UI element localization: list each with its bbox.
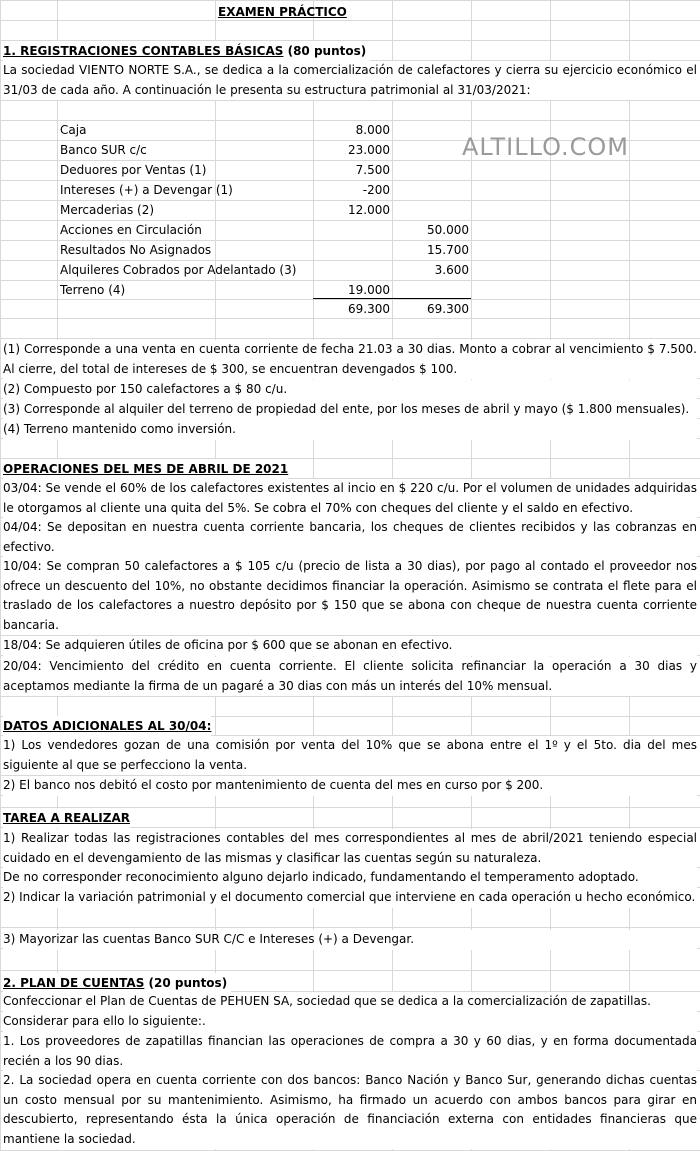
balance-label: Banco SUR c/c <box>60 143 147 157</box>
balance-label: Resultados No Asignados <box>60 243 212 257</box>
section2-item: 2. La sociedad opera en cuenta corriente con dos bancos: Banco Nación y Banco Sur, generando dichas cuentas un costo mensual por su mantenimiento. Asimismo, ha firmado un acuerdo con ambos bancos para girar en descubierto, representando ésta la única operación de financiación externa con entidades financieras que mantiene la sociedad. <box>3 1071 697 1149</box>
grid-row <box>0 338 700 339</box>
balance-label: Caja <box>60 123 87 137</box>
balance-value: 8.000 <box>355 123 390 137</box>
note: (3) Corresponde al alquiler del terreno de propiedad del ente, por los meses de abril y mayo ($ 1.800 mensuales). <box>3 400 697 420</box>
operation-item: 20/04: Vencimiento del crédito en cuenta corriente. El cliente solicita refinanciar la operación a 30 dias y aceptamos mediante la firma de un pagaré a 30 dias con más un interés del 10% mensual. <box>3 657 697 696</box>
balance-value: 12.000 <box>348 203 390 217</box>
grid-row <box>0 20 700 21</box>
exam-title: EXAMEN PRÁCTICO <box>218 5 347 19</box>
note: (1) Corresponde a una venta en cuenta corriente de fecha 21.03 a 30 dias. Monto a cobrar al vencimiento $ 7.500. Al cierre, del total de intereses de $ 300, se encuentran devengados $ 100. <box>3 340 697 379</box>
task-item: 3) Mayorizar las cuentas Banco SUR C/C e Intereses (+) a Devengar. <box>3 930 697 950</box>
operations-heading: OPERACIONES DEL MES DE ABRIL DE 2021 <box>3 459 288 479</box>
section1-header <box>3 41 370 61</box>
balance-label: Mercaderias (2) <box>60 203 155 217</box>
operation-item: 03/04: Se vende el 60% de los calefactores existentes al incio en $ 220 c/u. Por el volumen de unidades adquiridas le otorgamos al cliente una quita del 5%. Se cobra el 70% con cheques del cliente y el saldo en efectivo. <box>3 479 697 518</box>
grid-row <box>0 927 700 928</box>
balance-label: Deduores por Ventas (1) <box>60 163 207 177</box>
section2-intro: Confeccionar el Plan de Cuentas de PEHUEN SA, sociedad que se dedica a la comercialización de zapatillas. <box>3 992 697 1012</box>
section2-header <box>3 973 231 993</box>
watermark: ALTILLO.COM <box>462 133 630 161</box>
section1-intro: La sociedad VIENTO NORTE S.A., se dedica a la comercialización de calefactores y cierra su ejercicio económico el 31/03 de cada año. A continuación le presenta su estructura patrimonial al 31/03/2021: <box>3 61 697 100</box>
additional-item: 2) El banco nos debitó el costo por mantenimiento de cuenta del mes en curso por $ 200. <box>3 776 697 796</box>
balance-value: 19.000 <box>348 283 390 297</box>
section2-points: (20 puntos) <box>144 976 228 990</box>
balance-value: 7.500 <box>355 163 390 177</box>
balance-value: 50.000 <box>427 223 469 237</box>
additional-heading: DATOS ADICIONALES AL 30/04: <box>3 716 211 736</box>
task-item: De no corresponder reconocimiento alguno dejarlo indicado, fundamentando el temperamento adoptado. <box>3 868 697 888</box>
operation-item: 18/04: Se adquieren útiles de oficina por $ 600 que se abonan en efectivo. <box>3 636 697 656</box>
grid-row <box>0 970 700 971</box>
balance-label: Acciones en Circulación <box>60 223 202 237</box>
task-item: 2) Indicar la variación patrimonial y el documento comercial que interviene en cada operación u hecho económico. <box>3 888 697 908</box>
balance-value: 15.700 <box>427 243 469 257</box>
balance-value: 3.600 <box>434 263 469 277</box>
note: (2) Compuesto por 150 calefactores a $ 80 c/u. <box>3 380 697 400</box>
operation-item: 10/04: Se compran 50 calefactores a $ 105 c/u (precio de lista a 30 dias), por pago al contado el proveedor nos ofrece un descuento del 10%, no obstante decidimos financiar la operación. Asimismo se contrata el flete para el traslado de los calefactores a nuestro depósito por $ 150 que se abona con cheque de nuestra cuenta corriente bancaria. <box>3 557 697 635</box>
section2-heading: 2. PLAN DE CUENTAS <box>3 976 145 990</box>
total-debit: 69.300 <box>348 302 390 316</box>
additional-item: 1) Los vendedores gozan de una comisión por venta del 10% que se abona entre el 1º y el 5to. dia del mes siguiente al que se perfecciono la venta. <box>3 736 697 775</box>
section1-heading: 1. REGISTRACIONES CONTABLES BÁSICAS <box>3 44 284 58</box>
total-credit: 69.300 <box>427 302 469 316</box>
balance-label: Alquileres Cobrados por Adelantado (3) <box>60 263 297 277</box>
balance-value: 23.000 <box>348 143 390 157</box>
grid-row <box>0 100 700 101</box>
balance-value: -200 <box>362 183 390 197</box>
grid-row <box>0 696 700 697</box>
balance-label: Intereses (+) a Devengar (1) <box>60 183 233 197</box>
note: (4) Terreno mantenido como inversión. <box>3 420 697 440</box>
section2-consider: Considerar para ello lo siguiente:. <box>3 1012 697 1032</box>
task-heading: TAREA A REALIZAR <box>3 808 130 828</box>
grid-row <box>0 0 700 1</box>
task-item: 1) Realizar todas las registraciones contables del mes correspondientes al mes de abril/2021 teniendo especial cuidado en el devengamiento de las mismas y clasificar las cuentas según su naturaleza. <box>3 829 697 868</box>
balance-label: Terreno (4) <box>60 283 126 297</box>
section1-points: (80 puntos) <box>283 44 367 58</box>
section2-item: 1. Los proveedores de zapatillas financian las operaciones de compra a 30 y 60 dias, y en forma documentada recién a los 90 dias. <box>3 1032 697 1071</box>
operation-item: 04/04: Se depositan en nuestra cuenta corriente bancaria, los cheques de clientes recibidos y las cobranzas en efectivo. <box>3 518 697 557</box>
